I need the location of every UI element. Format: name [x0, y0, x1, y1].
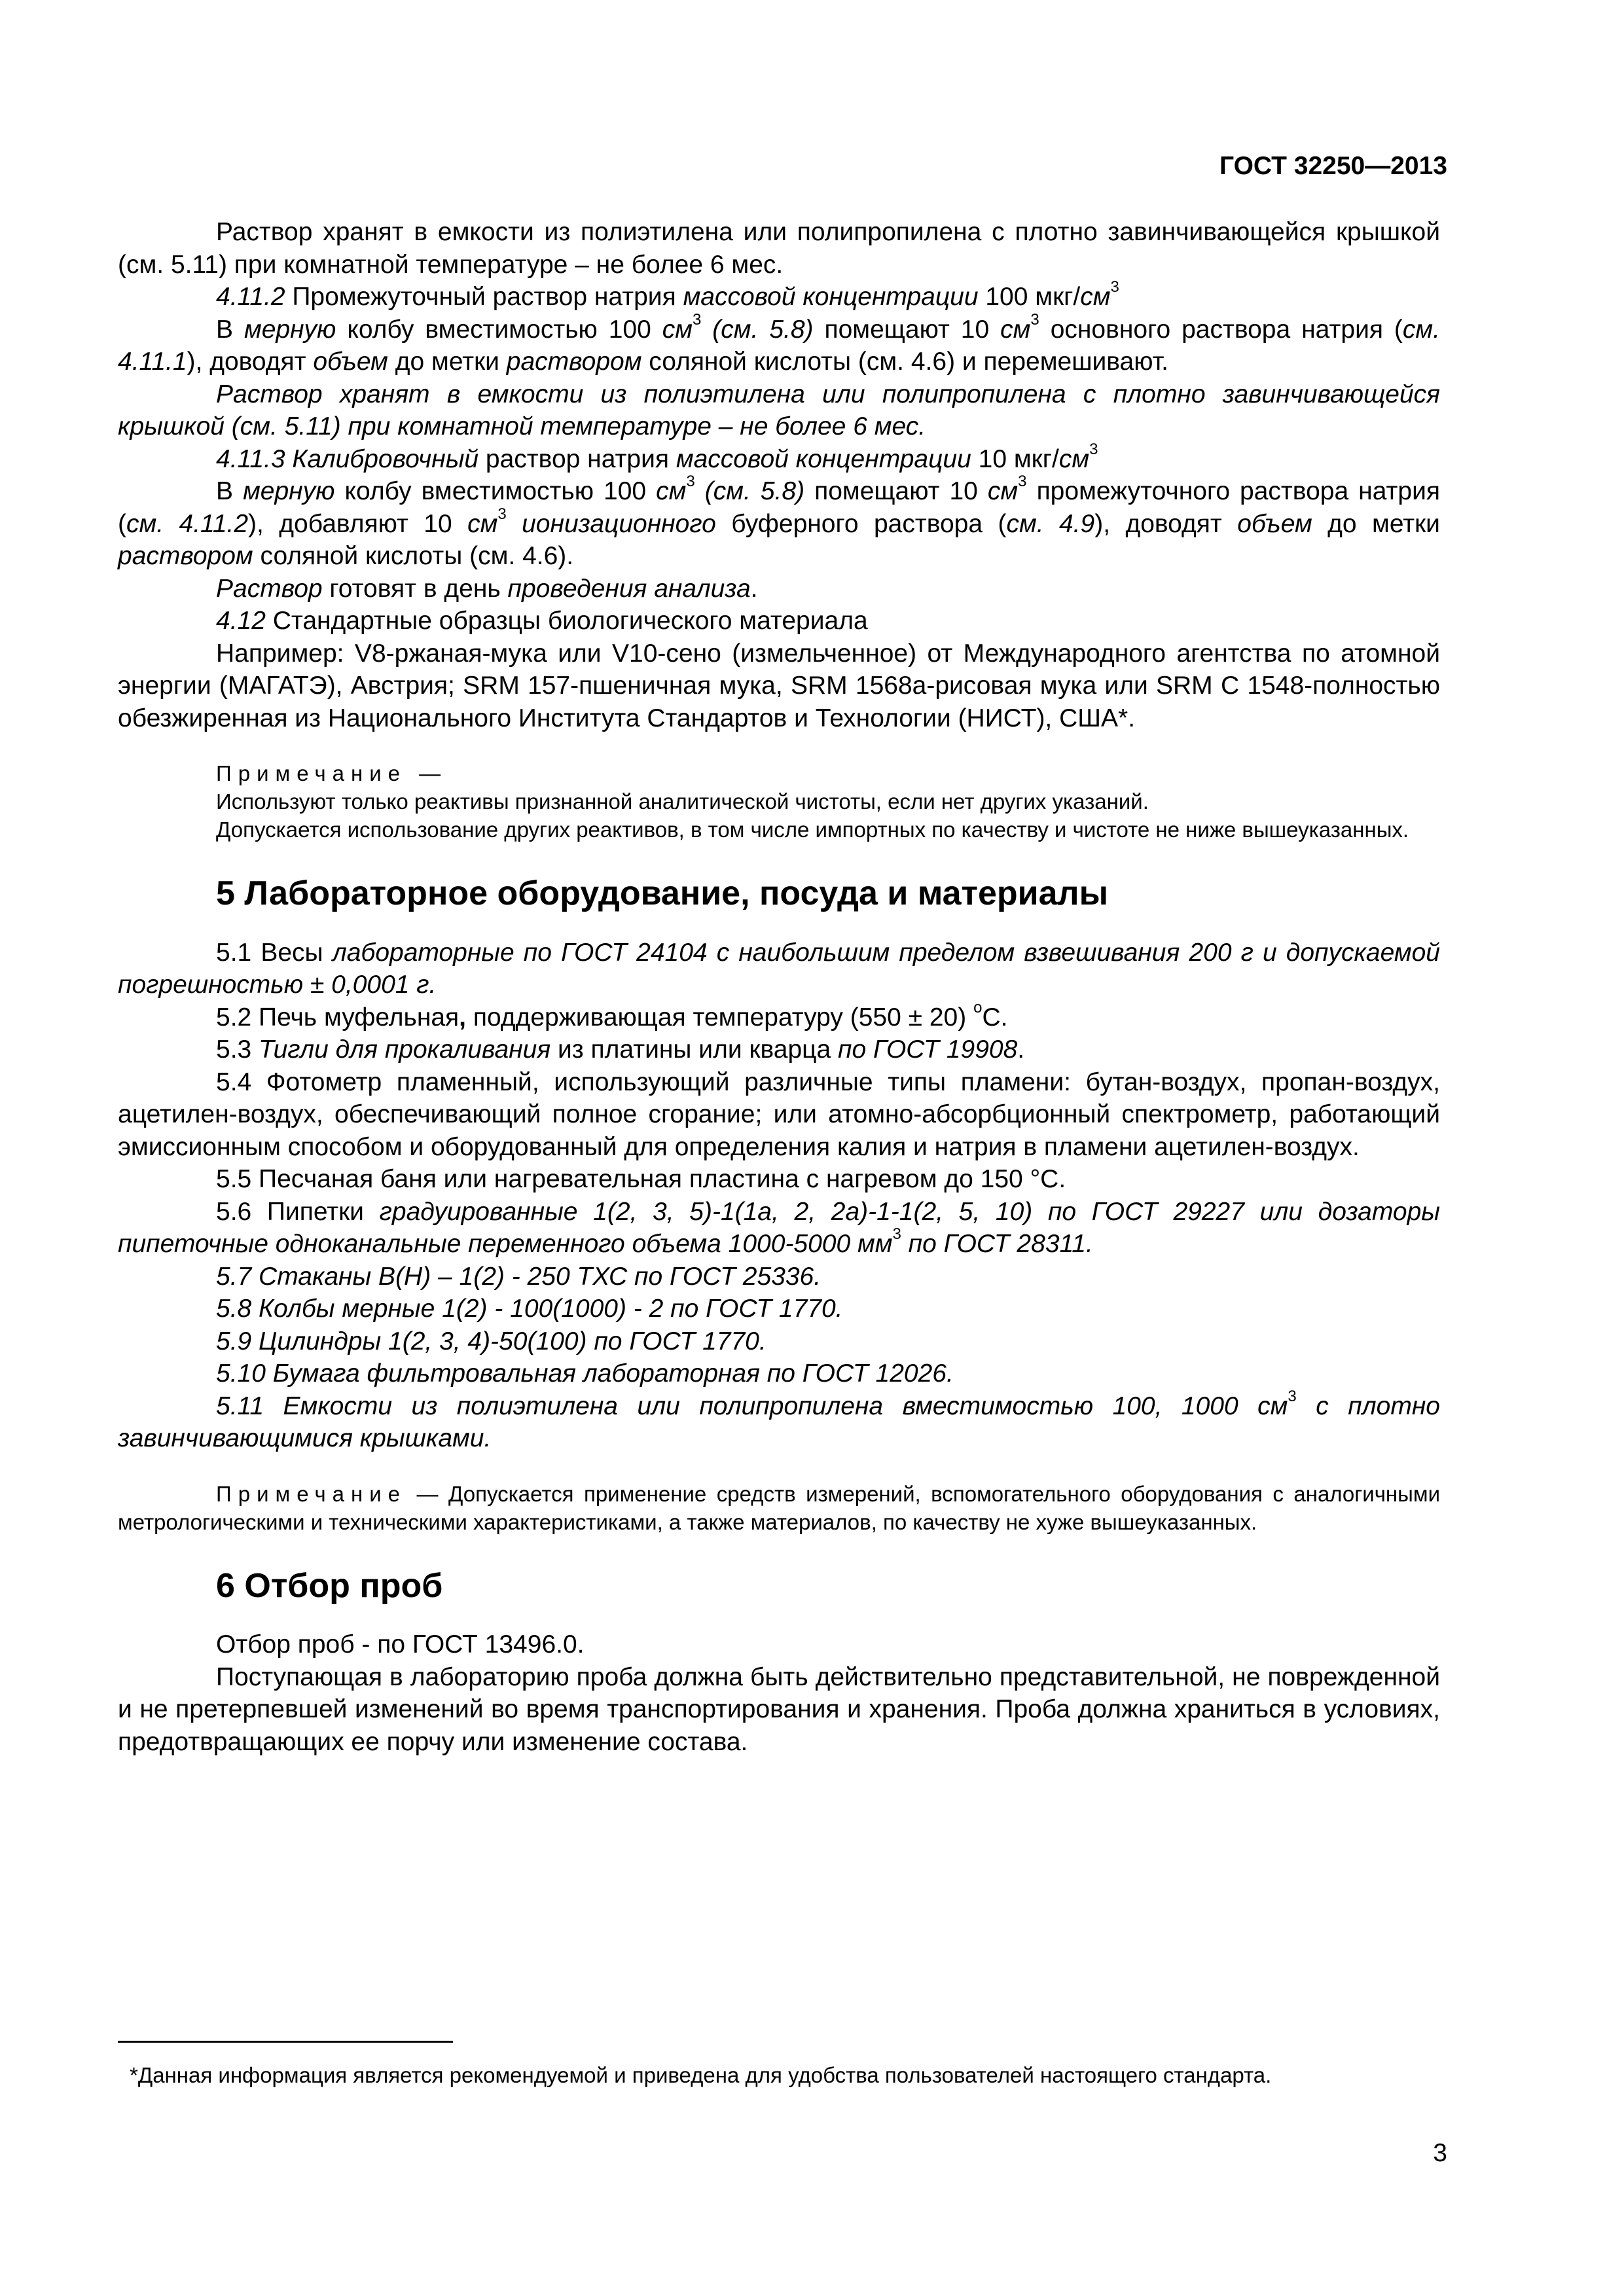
document-body	[118, 216, 1440, 1758]
paragraph: 5.9 Цилиндры 1(2, 3, 4)-50(100) по ГОСТ 1770.	[216, 1327, 767, 1355]
note-block	[118, 1480, 1440, 1536]
paragraph: Раствор готовят в день проведения анализа.	[216, 574, 758, 603]
paragraph: Отбор проб - по ГОСТ 13496.0.	[216, 1630, 585, 1659]
footnote-divider	[118, 2041, 453, 2043]
paragraph: 5.6 Пипетки градуированные 1(2, 3, 5)-1(1а, 2, 2а)-1-1(2, 5, 10) по ГОСТ 29227 или дозаторы пипеточные одноканальные переменного объема 1000-5000 $мм^3$ по ГОСТ 28311.	[118, 1197, 1440, 1258]
paragraph: 4.11.2 Промежуточный раствор натрия массовой концентрации 100 мкг/$см^3$	[216, 278, 1119, 311]
paragraph: 5.8 Колбы мерные 1(2) - 100(1000) - 2 по ГОСТ 1770.	[216, 1295, 843, 1323]
paragraph: 5.7 Стаканы В(Н) – 1(2) - 250 ТХС по ГОСТ 25336.	[216, 1262, 821, 1291]
footnote	[118, 2062, 1440, 2089]
paragraph: В мерную колбу вместимостью 100 $см^3$ (см. 5.8) помещают 10 $см^3$ промежуточного раствора натрия (см. 4.11.2), добавляют 10 $см^3$ ионизационного буферного раствора (см. 4.9), доводят объем до метки раствором соляной кислоты (см. 4.6).	[118, 473, 1441, 570]
paragraph: 5.3 Тигли для прокаливания из платины или кварца по ГОСТ 19908.	[216, 1035, 1025, 1064]
standard-header: ГОСТ 32250—2013	[1219, 152, 1447, 180]
paragraph: 5.11 Емкости из полиэтилена или полипропилена вместимостью 100, 1000 $см^3$ с плотно завинчивающимися крышками.	[118, 1387, 1441, 1452]
paragraph: Например: V8-ржаная-мука или V10-сено (измельченное) от Международного агентства по атомной энергии (МАГАТЭ), Австрия; SRM 157-пшеничная мука, SRM 1568а-рисовая мука или SRM C 1548-полностью обезжиренная из Национального Института Стандартов и Технологии (НИСТ), США*.	[118, 639, 1440, 732]
paragraph: 5.2 Печь муфельная, поддерживающая температуру (550 ± 20) $^о$С.	[216, 998, 1008, 1031]
paragraph: В мерную колбу вместимостью 100 $см^3$ (см. 5.8) помещают 10 $см^3$ основного раствора натрия (см. 4.11.1), доводят объем до метки раствором соляной кислоты (см. 4.6) и перемешивают.	[118, 310, 1440, 376]
page-number: 3	[1433, 2139, 1447, 2167]
paragraph: 5.4 Фотометр пламенный, использующий различные типы пламени: бутан-воздух, пропан-воздух, ацетилен-воздух, обеспечивающий полное сгорание; или атомно-абсорбционный спектрометр, работающий эмиссионным способом и оборудованный для определения калия и натрия в пламени ацетилен-воздух.	[118, 1067, 1440, 1161]
section-heading: 5 Лабораторное оборудование, посуда и материалы	[216, 874, 1108, 912]
note-label: Примечание —	[216, 761, 448, 785]
paragraph: 5.5 Песчаная баня или нагревательная пластина с нагревом до 150 °С.	[216, 1165, 1066, 1193]
note-line: Используют только реактивы признанной аналитической чистоты, если нет других указаний.	[216, 789, 1149, 814]
note-line: Примечание — Допускается применение средств измерений, вспомогательного оборудования с аналогичными метрологическими и техническими характеристиками, а также материалов, по качеству не хуже вышеуказанных.	[118, 1481, 1440, 1534]
paragraph: Раствор хранят в емкости из полиэтилена или полипропилена с плотно завинчивающейся крышкой (см. 5.11) при комнатной температуре – не более 6 мес.	[118, 380, 1440, 440]
paragraph: Раствор хранят в емкости из полиэтилена или полипропилена с плотно завинчивающейся крышкой (см. 5.11) при комнатной температуре – не более 6 мес.	[118, 218, 1440, 279]
section-heading: 6 Отбор проб	[216, 1566, 443, 1605]
note-line: Допускается использование других реактивов, в том числе импортных по качеству и чистоте не ниже вышеуказанных.	[216, 817, 1409, 842]
paragraph: 4.12 Стандартные образцы биологического материала	[216, 607, 868, 635]
paragraph: 4.11.3 Калибровочный раствор натрия массовой концентрации 10 мкг/$см^3$	[216, 440, 1098, 473]
paragraph: 5.10 Бумага фильтровальная лабораторная по ГОСТ 12026.	[216, 1359, 954, 1388]
footnote-text: *Данная информация является рекомендуемой и приведена для удобства пользователей настоящего стандарта.	[130, 2063, 1272, 2087]
paragraph: Поступающая в лабораторию проба должна быть действительно представительной, не поврежденной и не претерпевшей изменений во время транспортирования и хранения. Проба должна храниться в условиях, предотвращающих ее порчу или изменение состава.	[118, 1662, 1440, 1756]
note-block	[118, 759, 1440, 844]
paragraph: 5.1 Весы лабораторные по ГОСТ 24104 с наибольшим пределом взвешивания 200 г и допускаемой погрешностью ± 0,0001 г.	[118, 938, 1440, 999]
